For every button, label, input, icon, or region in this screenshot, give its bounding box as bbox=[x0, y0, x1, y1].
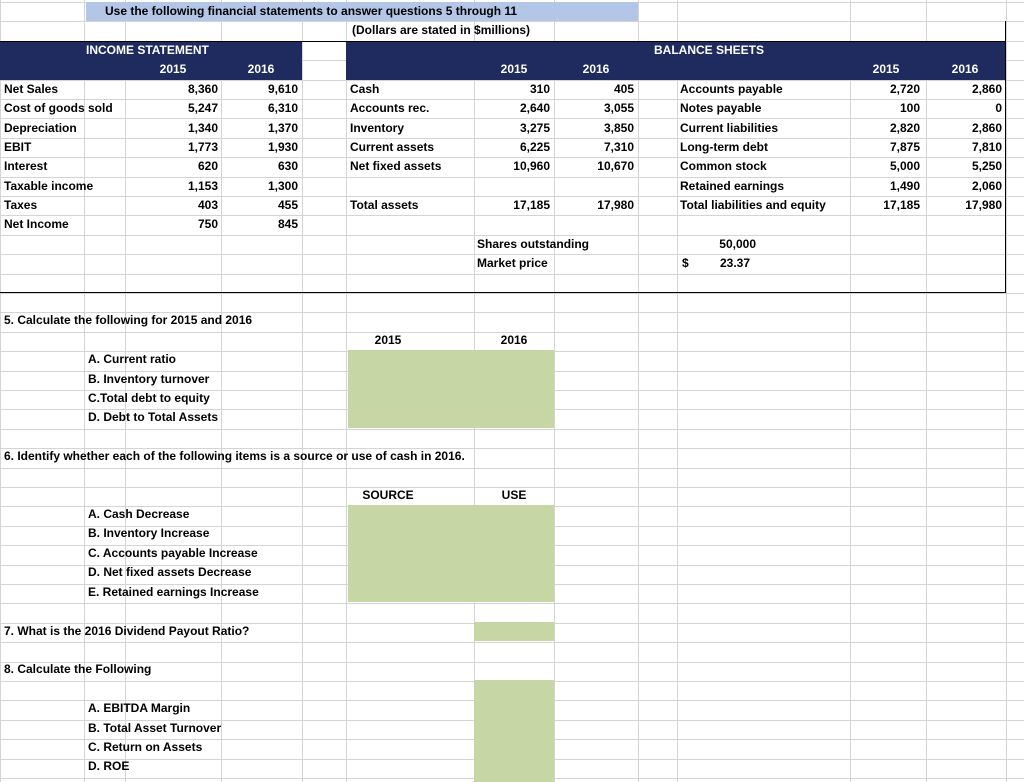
income-statement-heading: INCOME STATEMENT bbox=[86, 43, 209, 57]
is-label: Taxes bbox=[4, 198, 38, 212]
liab-2015: 7,875 bbox=[889, 140, 920, 154]
q5-item: B. Inventory turnover bbox=[88, 372, 210, 386]
asset-2016: 7,310 bbox=[603, 140, 634, 154]
asset-label: Accounts rec. bbox=[350, 101, 430, 115]
liab-2016: 7,810 bbox=[971, 140, 1002, 154]
sheet-subtitle: (Dollars are stated in $millions) bbox=[352, 23, 531, 37]
is-2016: 1,930 bbox=[267, 140, 298, 154]
liab-label: Long-term debt bbox=[680, 140, 768, 154]
asset-2016: 10,670 bbox=[597, 159, 634, 173]
is-2015: 1,153 bbox=[187, 179, 218, 193]
is-2015: 5,247 bbox=[187, 101, 218, 115]
market-price-value: 23.37 bbox=[719, 256, 750, 270]
asset-2015: 17,185 bbox=[513, 198, 550, 212]
liab-2015: 5,000 bbox=[889, 159, 920, 173]
liab-2016: 2,860 bbox=[971, 82, 1002, 96]
q5-col-2016: 2016 bbox=[500, 333, 528, 347]
asset-2015: 10,960 bbox=[513, 159, 550, 173]
liab-label: Notes payable bbox=[680, 101, 762, 115]
is-2015: 8,360 bbox=[187, 82, 218, 96]
q6-item: E. Retained earnings Increase bbox=[88, 585, 259, 599]
is-label: Interest bbox=[4, 159, 48, 173]
is-2015: 750 bbox=[197, 217, 218, 231]
is-2015: 403 bbox=[197, 198, 218, 212]
income-year-2016: 2016 bbox=[247, 62, 275, 76]
liab-label: Accounts payable bbox=[680, 82, 783, 96]
is-2016: 9,610 bbox=[267, 82, 298, 96]
q8-answer-area[interactable] bbox=[474, 680, 554, 782]
liab-label: Total liabilities and equity bbox=[680, 198, 826, 212]
q6-col-source: SOURCE bbox=[362, 488, 414, 502]
liab-label: Current liabilities bbox=[680, 121, 779, 135]
q6-item: C. Accounts payable Increase bbox=[88, 546, 258, 560]
liab-2016: 0 bbox=[995, 101, 1002, 115]
is-label: Taxable income bbox=[4, 179, 94, 193]
asset-2015: 6,225 bbox=[519, 140, 550, 154]
asset-label: Total assets bbox=[350, 198, 419, 212]
q8-item: A. EBITDA Margin bbox=[88, 701, 191, 715]
sheet-title: Use the following financial statements to answer questions 5 through 11 bbox=[105, 4, 518, 18]
is-label: Depreciation bbox=[4, 121, 77, 135]
asset-2015: 310 bbox=[529, 82, 550, 96]
assets-year-2016: 2016 bbox=[582, 62, 610, 76]
asset-label: Inventory bbox=[350, 121, 405, 135]
asset-label: Cash bbox=[350, 82, 380, 96]
asset-label: Net fixed assets bbox=[350, 159, 442, 173]
q7-answer-cell[interactable] bbox=[474, 622, 554, 641]
is-2016: 1,370 bbox=[267, 121, 298, 135]
liab-year-2015: 2015 bbox=[872, 62, 900, 76]
q6-answer-area[interactable] bbox=[348, 505, 554, 602]
q8-item: B. Total Asset Turnover bbox=[88, 721, 222, 735]
q5-item: C.Total debt to equity bbox=[88, 391, 210, 405]
liab-label: Common stock bbox=[680, 159, 767, 173]
is-label: Net Sales bbox=[4, 82, 59, 96]
asset-2016: 405 bbox=[613, 82, 634, 96]
q6-title: 6. Identify whether each of the following items is a source or use of cash in 2016. bbox=[4, 449, 465, 463]
is-label: Net Income bbox=[4, 217, 69, 231]
asset-2015: 3,275 bbox=[519, 121, 550, 135]
is-label: EBIT bbox=[4, 140, 32, 154]
asset-2016: 3,055 bbox=[603, 101, 634, 115]
shares-outstanding-value: 50,000 bbox=[719, 237, 756, 251]
liab-year-2016: 2016 bbox=[951, 62, 979, 76]
income-year-2015: 2015 bbox=[159, 62, 187, 76]
market-price-currency: $ bbox=[682, 256, 689, 270]
liab-2016: 2,860 bbox=[971, 121, 1002, 135]
assets-year-2015: 2015 bbox=[500, 62, 528, 76]
q6-item: A. Cash Decrease bbox=[88, 507, 190, 521]
q5-item: D. Debt to Total Assets bbox=[88, 410, 219, 424]
q8-title: 8. Calculate the Following bbox=[4, 662, 152, 676]
asset-2016: 3,850 bbox=[603, 121, 634, 135]
q6-col-use: USE bbox=[501, 488, 527, 502]
liab-2015: 2,820 bbox=[889, 121, 920, 135]
liab-2015: 1,490 bbox=[889, 179, 920, 193]
market-price-label: Market price bbox=[477, 256, 548, 270]
liab-2016: 17,980 bbox=[965, 198, 1002, 212]
is-label: Cost of goods sold bbox=[4, 101, 113, 115]
asset-label: Current assets bbox=[350, 140, 435, 154]
q7-title: 7. What is the 2016 Dividend Payout Ratio? bbox=[4, 624, 250, 638]
liab-2015: 2,720 bbox=[889, 82, 920, 96]
q8-item: D. ROE bbox=[88, 759, 130, 773]
asset-2015: 2,640 bbox=[519, 101, 550, 115]
q5-item: A. Current ratio bbox=[88, 352, 177, 366]
q8-item: C. Return on Assets bbox=[88, 740, 203, 754]
q5-answer-area[interactable] bbox=[348, 350, 554, 428]
q6-item: B. Inventory Increase bbox=[88, 526, 210, 540]
q5-title: 5. Calculate the following for 2015 and 2016 bbox=[4, 313, 253, 327]
liab-2015: 100 bbox=[899, 101, 920, 115]
is-2015: 620 bbox=[197, 159, 218, 173]
q5-col-2015: 2015 bbox=[374, 333, 402, 347]
liab-2016: 2,060 bbox=[971, 179, 1002, 193]
is-2016: 1,300 bbox=[267, 179, 298, 193]
liab-2016: 5,250 bbox=[971, 159, 1002, 173]
is-2015: 1,340 bbox=[187, 121, 218, 135]
liab-2015: 17,185 bbox=[883, 198, 920, 212]
is-2016: 845 bbox=[277, 217, 298, 231]
is-2016: 455 bbox=[277, 198, 298, 212]
liab-label: Retained earnings bbox=[680, 179, 785, 193]
is-2016: 630 bbox=[277, 159, 298, 173]
asset-2016: 17,980 bbox=[597, 198, 634, 212]
q6-item: D. Net fixed assets Decrease bbox=[88, 565, 252, 579]
is-2016: 6,310 bbox=[267, 101, 298, 115]
shares-outstanding-label: Shares outstanding bbox=[477, 237, 590, 251]
is-2015: 1,773 bbox=[187, 140, 218, 154]
balance-sheets-heading: BALANCE SHEETS bbox=[654, 43, 765, 57]
